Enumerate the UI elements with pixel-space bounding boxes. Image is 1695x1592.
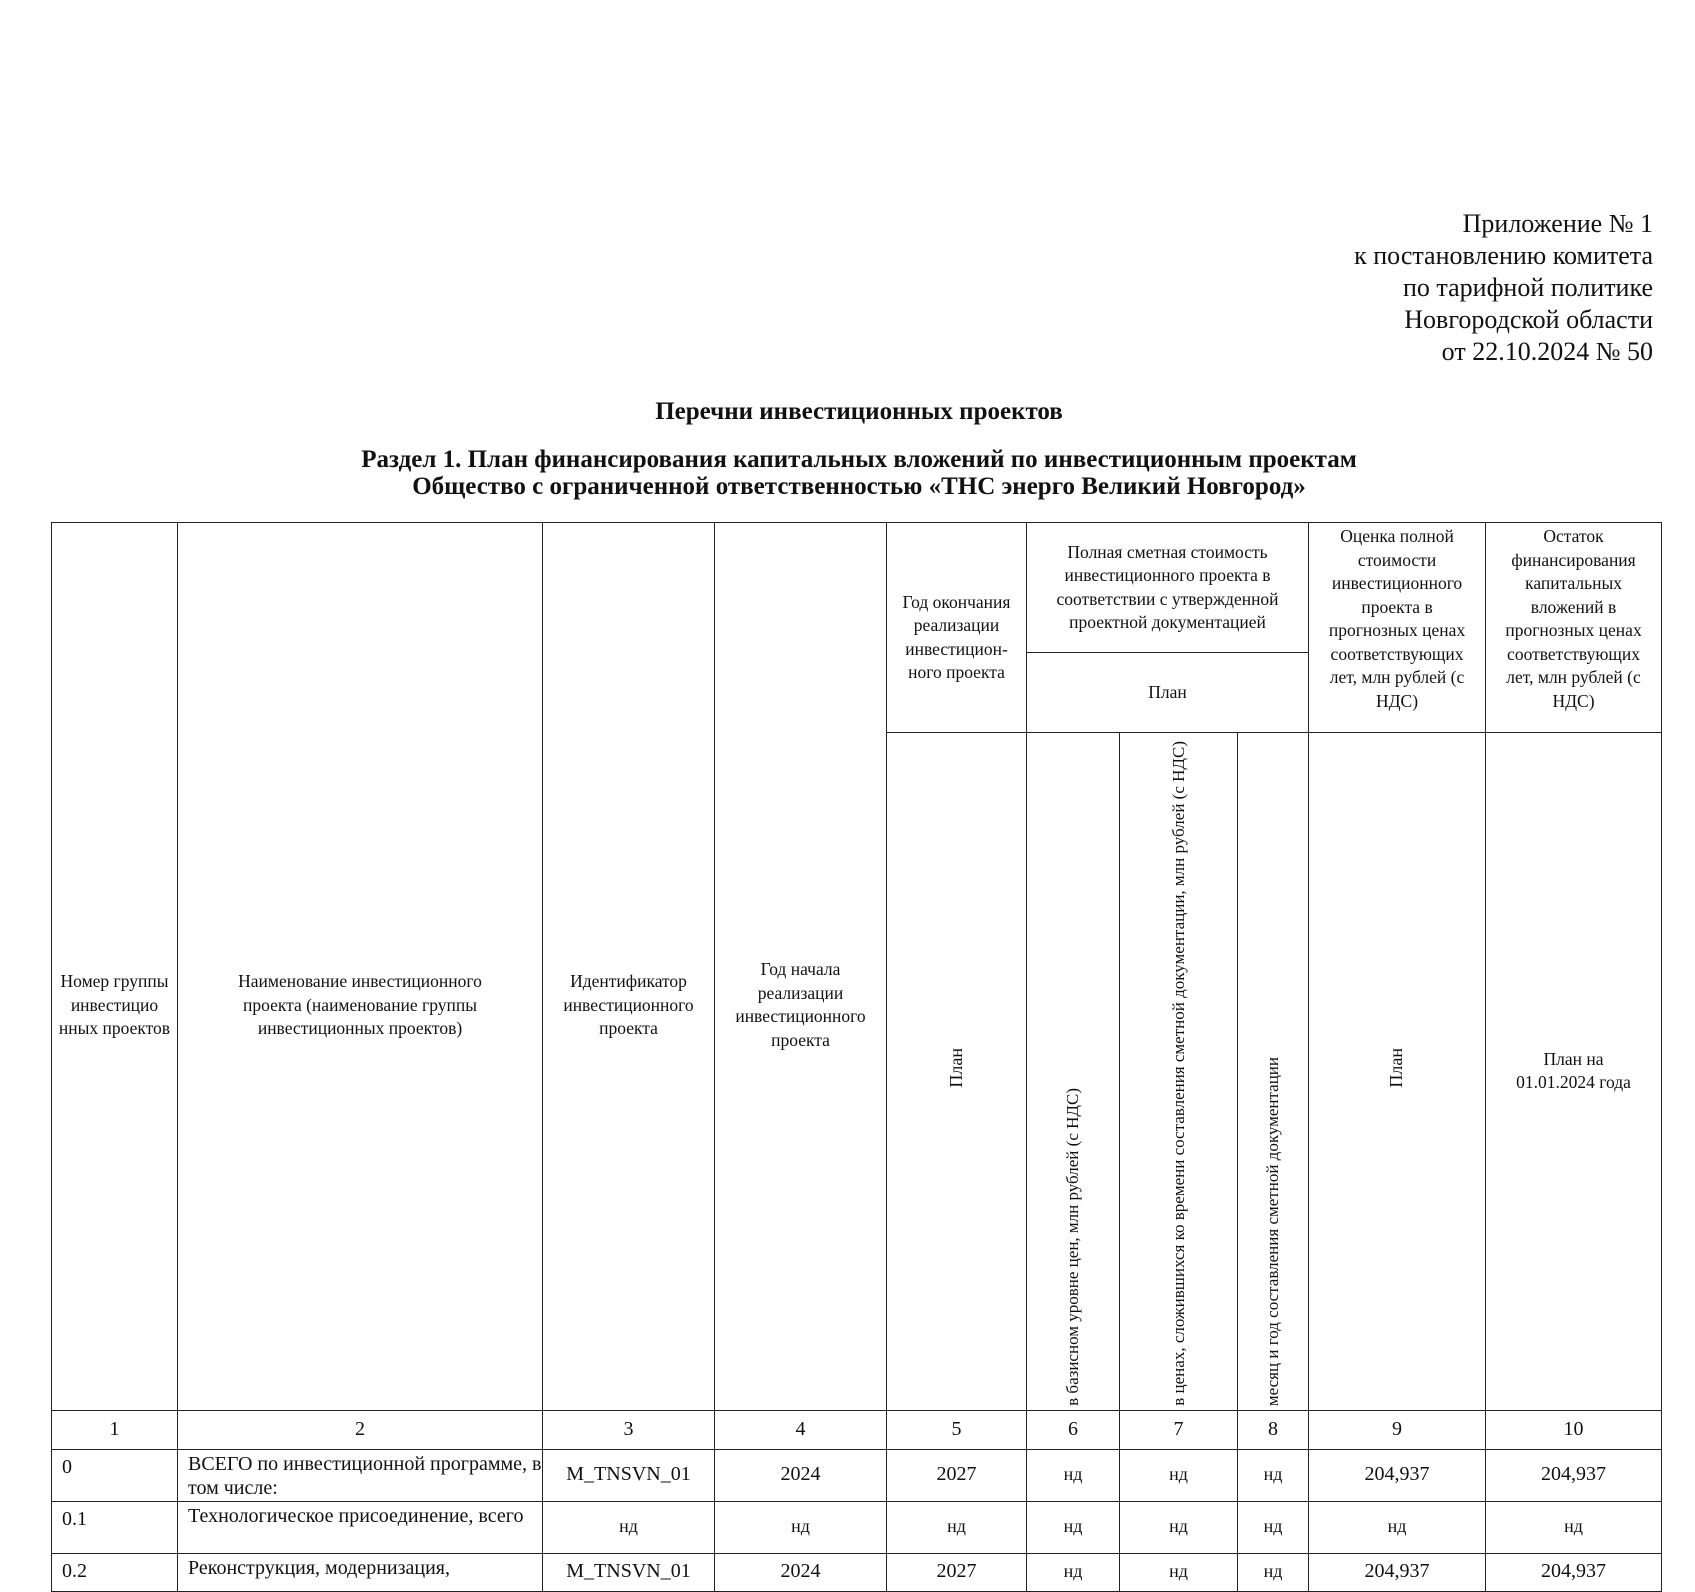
- row-id: M_TNSVN_01: [543, 1553, 715, 1591]
- row-end-year: 2027: [887, 1449, 1027, 1501]
- row-name: Технологическое присоединение, всего: [178, 1501, 543, 1553]
- header-full-cost-plan: [1309, 733, 1486, 1411]
- row-estimate-date: нд: [1238, 1449, 1309, 1501]
- header-cost-estimate-prices: [1120, 733, 1238, 1411]
- section-title: [0, 446, 1695, 500]
- column-number: 6: [1027, 1410, 1120, 1449]
- header-vertical-text: в ценах, сложившихся ко времени составления сметной документации, млн рублей (с НДС): [1168, 741, 1188, 1406]
- appendix-line: по тарифной политике: [1403, 273, 1653, 302]
- document-title: Перечни инвестиционных проектов: [655, 398, 1063, 425]
- row-end-year: 2027: [887, 1553, 1027, 1591]
- header-plan-subgroup: План: [1027, 653, 1309, 733]
- column-number: 1: [52, 1410, 178, 1449]
- row-cost-estimate: нд: [1120, 1449, 1238, 1501]
- section-title-line: Общество с ограниченной ответственностью «ТНС энерго Великий Новгород»: [412, 473, 1306, 500]
- row-remaining: 204,937: [1486, 1553, 1662, 1591]
- row-start-year: 2024: [715, 1449, 887, 1501]
- row-full-cost: 204,937: [1309, 1449, 1486, 1501]
- header-cost-base-prices: [1027, 733, 1120, 1411]
- row-full-cost: 204,937: [1309, 1553, 1486, 1591]
- column-number: 4: [715, 1410, 887, 1449]
- header-plan-label: План: [945, 1048, 966, 1088]
- row-id: нд: [543, 1501, 715, 1553]
- header-vertical-text: в базисном уровне цен, млн рублей (с НДС): [1063, 1087, 1082, 1406]
- row-start-year: нд: [715, 1501, 887, 1553]
- row-code: 0.1: [52, 1501, 178, 1553]
- header-estimate-date: [1238, 733, 1309, 1411]
- appendix-line: от 22.10.2024 № 50: [1441, 337, 1653, 366]
- header-end-year: Год окончания реализации инвестицион-ного проекта: [887, 523, 1027, 733]
- row-cost-base: нд: [1027, 1553, 1120, 1591]
- header-estimated-cost-group: Полная сметная стоимость инвестиционного проекта в соответствии с утвержденной проектной документацией: [1027, 523, 1309, 653]
- column-number-row: [52, 1410, 1662, 1449]
- header-group-number: Номер группы инвестицио нных проектов: [52, 523, 178, 1411]
- row-end-year: нд: [887, 1501, 1027, 1553]
- investment-projects-table: [51, 522, 1662, 1592]
- header-project-name: Наименование инвестиционного проекта (наименование группы инвестиционных проектов): [178, 523, 543, 1411]
- row-code: 0.2: [52, 1553, 178, 1591]
- column-number: 7: [1120, 1410, 1238, 1449]
- header-remaining-financing: Остаток финансирования капитальных вложений в прогнозных ценах соответствующих лет, млн рублей (с НДС): [1486, 523, 1662, 733]
- row-name: Реконструкция, модернизация,: [178, 1553, 543, 1591]
- column-number: 5: [887, 1410, 1027, 1449]
- table-row: [52, 1553, 1662, 1591]
- row-estimate-date: нд: [1238, 1501, 1309, 1553]
- column-number: 8: [1238, 1410, 1309, 1449]
- table-row: [52, 1501, 1662, 1553]
- row-estimate-date: нд: [1238, 1553, 1309, 1591]
- header-project-id: Идентификатор инвестиционного проекта: [543, 523, 715, 1411]
- header-plan-label: План: [1386, 1048, 1407, 1088]
- table-row: [52, 1449, 1662, 1501]
- row-id: M_TNSVN_01: [543, 1449, 715, 1501]
- appendix-block: [1354, 208, 1653, 368]
- row-name: ВСЕГО по инвестиционной программе, в том числе:: [178, 1449, 543, 1501]
- row-start-year: 2024: [715, 1553, 887, 1591]
- row-cost-estimate: нд: [1120, 1501, 1238, 1553]
- row-cost-base: нд: [1027, 1449, 1120, 1501]
- column-number: 3: [543, 1410, 715, 1449]
- appendix-line: к постановлению комитета: [1354, 241, 1653, 270]
- row-cost-estimate: нд: [1120, 1553, 1238, 1591]
- row-code: 0: [52, 1449, 178, 1501]
- row-remaining: нд: [1486, 1501, 1662, 1553]
- row-cost-base: нд: [1027, 1501, 1120, 1553]
- appendix-line: Приложение № 1: [1462, 209, 1653, 238]
- appendix-line: Новгородской области: [1404, 305, 1653, 334]
- section-title-line: Раздел 1. План финансирования капитальных вложений по инвестиционным проектам: [361, 446, 1357, 473]
- column-number: 9: [1309, 1410, 1486, 1449]
- header-start-year: Год начала реализации инвестиционного проекта: [715, 523, 887, 1411]
- header-remaining-plan: План на 01.01.2024 года: [1486, 733, 1662, 1411]
- column-number: 2: [178, 1410, 543, 1449]
- header-vertical-text: месяц и год составления сметной документации: [1263, 1056, 1283, 1406]
- row-full-cost: нд: [1309, 1501, 1486, 1553]
- column-number: 10: [1486, 1410, 1662, 1449]
- header-end-year-plan: [887, 733, 1027, 1411]
- header-full-cost-estimate: Оценка полной стоимости инвестиционного проекта в прогнозных ценах соответствующих лет, млн рублей (с НДС): [1309, 523, 1486, 733]
- row-remaining: 204,937: [1486, 1449, 1662, 1501]
